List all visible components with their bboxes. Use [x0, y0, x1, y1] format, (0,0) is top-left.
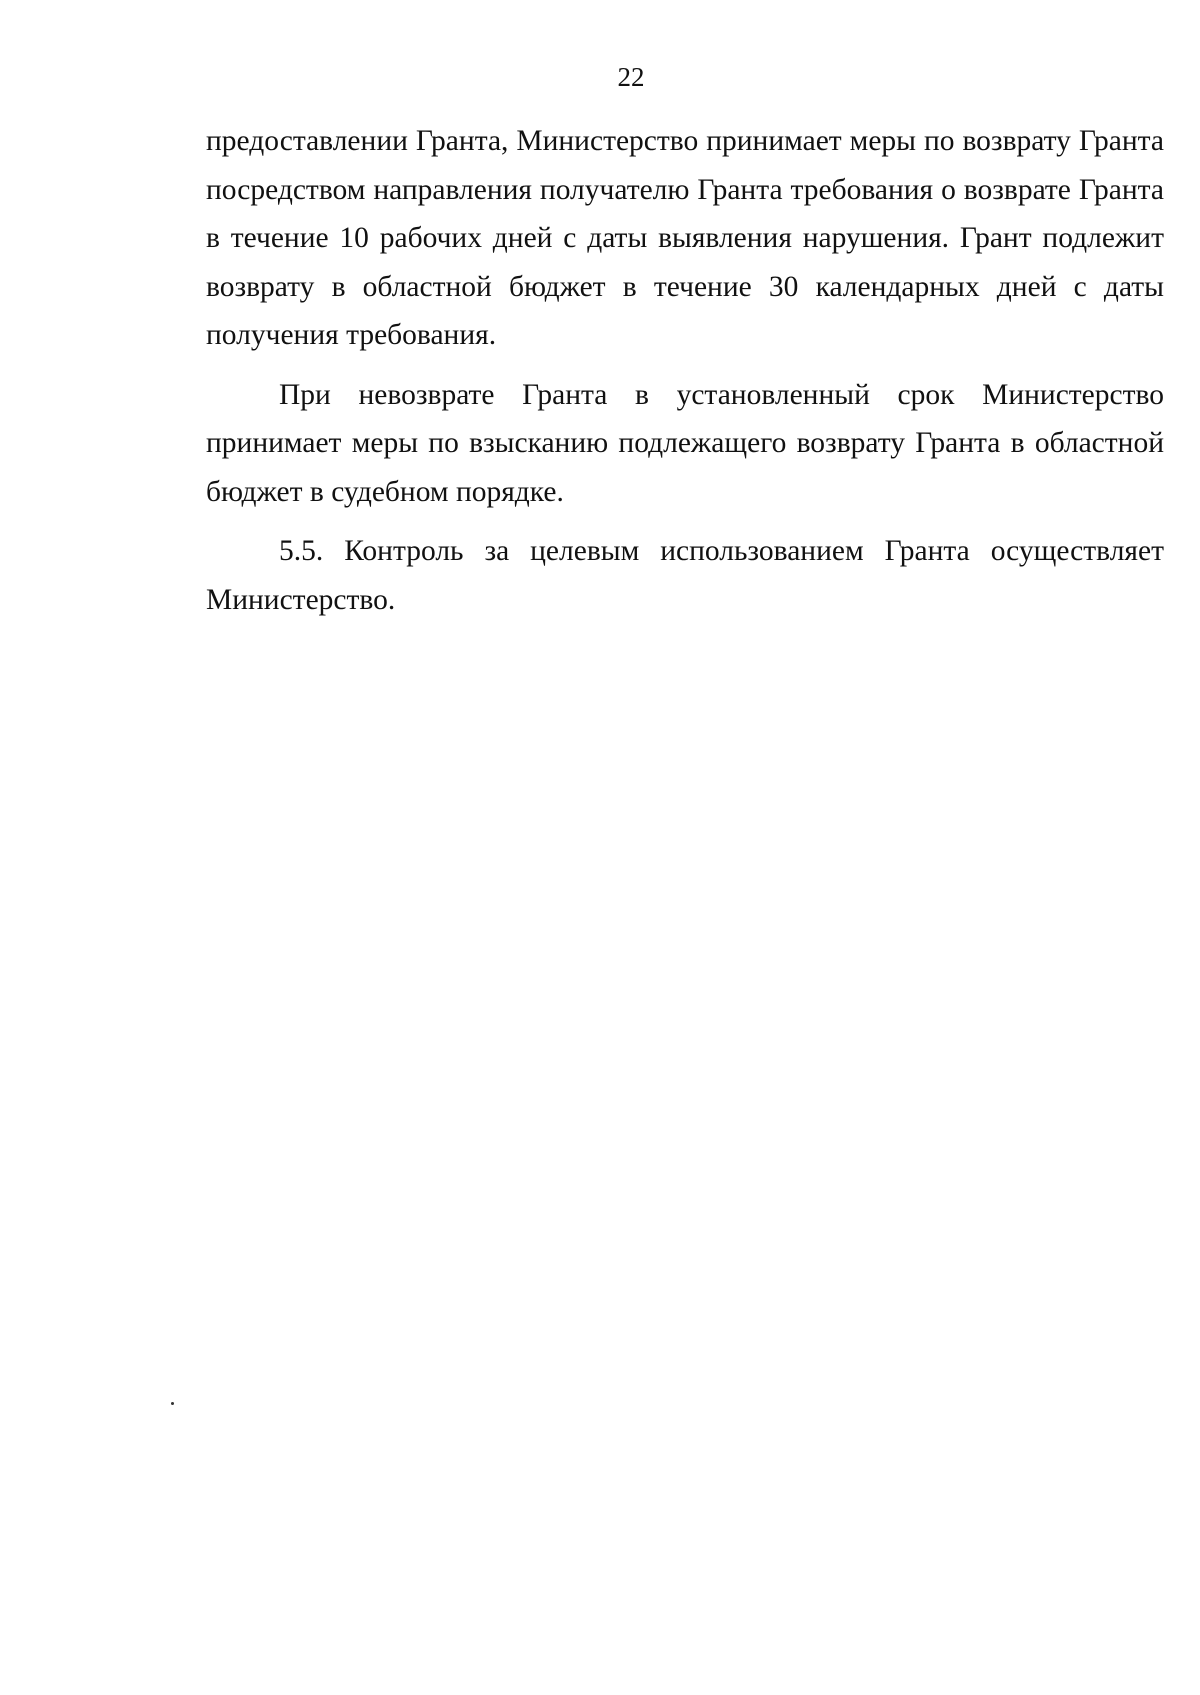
paragraph-grant-recovery: При невозврате Гранта в установленный срок Министерство принимает меры по взысканию подлежащего возврату Гранта в областной бюджет в судебном порядке. [206, 378, 1164, 508]
page-number: 22 [617, 62, 645, 92]
scan-speck [171, 1402, 174, 1405]
document-body [206, 117, 1164, 635]
paragraph-grant-return-procedure: предоставлении Гранта, Министерство принимает меры по возврату Гранта посредством направления получателю Гранта требования о возврате Гранта в течение 10 рабочих дней с даты выявления нарушения. Грант подлежит возврату в областной бюджет в течение 30 календарных дней с даты получения требования. [206, 125, 1164, 351]
paragraph-control-clause: 5.5. Контроль за целевым использованием Гранта осуществляет Министерство. [206, 535, 1164, 616]
